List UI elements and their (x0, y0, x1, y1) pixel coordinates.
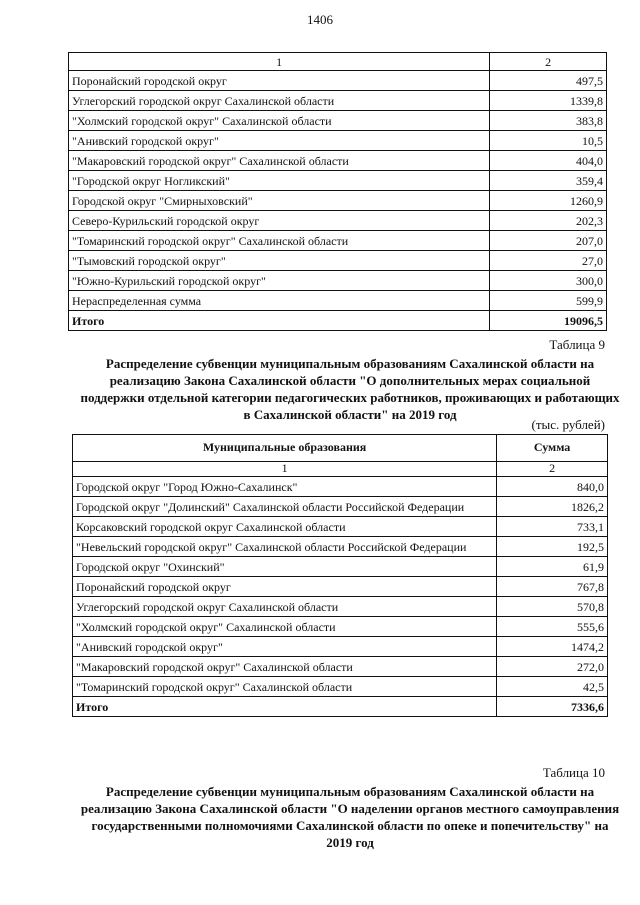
table-row (69, 211, 607, 231)
total-value: 7336,6 (497, 696, 608, 716)
table9-label: Таблица 9 (549, 337, 605, 352)
total-value: 19096,5 (490, 311, 607, 331)
amount-value: 497,5 (490, 71, 607, 91)
table9-header-row (73, 435, 608, 462)
total-label: Итого (73, 696, 497, 716)
table9-units: (тыс. рублей) (531, 417, 605, 432)
total-row (69, 311, 607, 331)
municipality-name: "Макаровский городской округ" Сахалинской области (69, 151, 490, 171)
table-row (73, 576, 608, 596)
table-row (69, 111, 607, 131)
table-row (69, 291, 607, 311)
amount-value: 1474,2 (497, 636, 608, 656)
table-row (69, 71, 607, 91)
table9-subvention-table (72, 434, 608, 717)
table-row (73, 676, 608, 696)
amount-value: 359,4 (490, 171, 607, 191)
column-index-1: 1 (73, 461, 497, 476)
table-row (69, 251, 607, 271)
amount-value: 1339,8 (490, 91, 607, 111)
amount-value: 272,0 (497, 656, 608, 676)
amount-value: 300,0 (490, 271, 607, 291)
column-index-2: 2 (497, 461, 608, 476)
municipality-name: Поронайский городской округ (73, 576, 497, 596)
amount-value: 570,8 (497, 596, 608, 616)
column-index-1: 1 (69, 53, 490, 71)
amount-value: 207,0 (490, 231, 607, 251)
table10-title: Распределение субвенции муниципальным образованиям Сахалинской области на реализацию Закона Сахалинской области "О наделении органов местного самоуправления государственными полномочиями Сахалинской области по опеке и попечительству" на 2019 год (80, 784, 620, 850)
amount-value: 10,5 (490, 131, 607, 151)
total-row (73, 696, 608, 716)
municipality-name: Углегорский городской округ Сахалинской области (73, 596, 497, 616)
table-row (73, 556, 608, 576)
table-row (73, 656, 608, 676)
amount-value: 61,9 (497, 556, 608, 576)
municipality-name: "Томаринский городской округ" Сахалинской области (69, 231, 490, 251)
amount-value: 27,0 (490, 251, 607, 271)
table-row (73, 636, 608, 656)
table-row (69, 131, 607, 151)
amount-value: 42,5 (497, 676, 608, 696)
amount-value: 404,0 (490, 151, 607, 171)
amount-value: 733,1 (497, 516, 608, 536)
municipality-name: Нераспределенная сумма (69, 291, 490, 311)
municipality-name: "Южно-Курильский городской округ" (69, 271, 490, 291)
table-row (69, 191, 607, 211)
table10-label: Таблица 10 (542, 765, 605, 780)
municipality-name: "Анивский городской округ" (73, 636, 497, 656)
amount-value: 202,3 (490, 211, 607, 231)
column-index-2: 2 (490, 53, 607, 71)
table-row (73, 536, 608, 556)
municipality-name: Северо-Курильский городской округ (69, 211, 490, 231)
municipality-name: "Макаровский городской округ" Сахалинской области (73, 656, 497, 676)
municipality-name: "Холмский городской округ" Сахалинской области (69, 111, 490, 131)
table-row (69, 151, 607, 171)
amount-value: 767,8 (497, 576, 608, 596)
table-row (73, 476, 608, 496)
table-row (73, 516, 608, 536)
table9-title: Распределение субвенции муниципальным образованиям Сахалинской области на реализацию Закона Сахалинской области "О дополнительных мерах социальной поддержки отдельной категории педагогических работников, проживающих и работающих в Сахалинской области" на 2019 год (80, 356, 620, 422)
table-row (73, 616, 608, 636)
municipality-name: Городской округ "Охинский" (73, 556, 497, 576)
header-municipalities: Муниципальные образования (73, 435, 497, 462)
header-sum: Сумма (497, 435, 608, 462)
municipality-name: Городской округ "Долинский" Сахалинской области Российской Федерации (73, 496, 497, 516)
amount-value: 1260,9 (490, 191, 607, 211)
amount-value: 192,5 (497, 536, 608, 556)
table-row (69, 231, 607, 251)
column-index-row (73, 461, 608, 476)
total-label: Итого (69, 311, 490, 331)
municipality-name: "Анивский городской округ" (69, 131, 490, 151)
table-row (69, 91, 607, 111)
amount-value: 840,0 (497, 476, 608, 496)
page-number: 1406 (307, 12, 333, 27)
municipality-name: Углегорский городской округ Сахалинской области (69, 91, 490, 111)
table-row (73, 496, 608, 516)
municipality-name: Городской округ "Смирныховский" (69, 191, 490, 211)
amount-value: 599,9 (490, 291, 607, 311)
municipality-name: Городской округ "Город Южно-Сахалинск" (73, 476, 497, 496)
municipality-name: "Холмский городской округ" Сахалинской области (73, 616, 497, 636)
amount-value: 555,6 (497, 616, 608, 636)
table-row (69, 271, 607, 291)
amount-value: 383,8 (490, 111, 607, 131)
municipality-name: "Невельский городской округ" Сахалинской области Российской Федерации (73, 536, 497, 556)
table-row (73, 596, 608, 616)
municipality-name: Поронайский городской округ (69, 71, 490, 91)
amount-value: 1826,2 (497, 496, 608, 516)
table-row (69, 171, 607, 191)
continued-subvention-table (68, 52, 607, 331)
municipality-name: "Томаринский городской округ" Сахалинской области (73, 676, 497, 696)
column-index-row (69, 53, 607, 71)
municipality-name: "Городской округ Ногликский" (69, 171, 490, 191)
municipality-name: Корсаковский городской округ Сахалинской области (73, 516, 497, 536)
municipality-name: "Тымовский городской округ" (69, 251, 490, 271)
